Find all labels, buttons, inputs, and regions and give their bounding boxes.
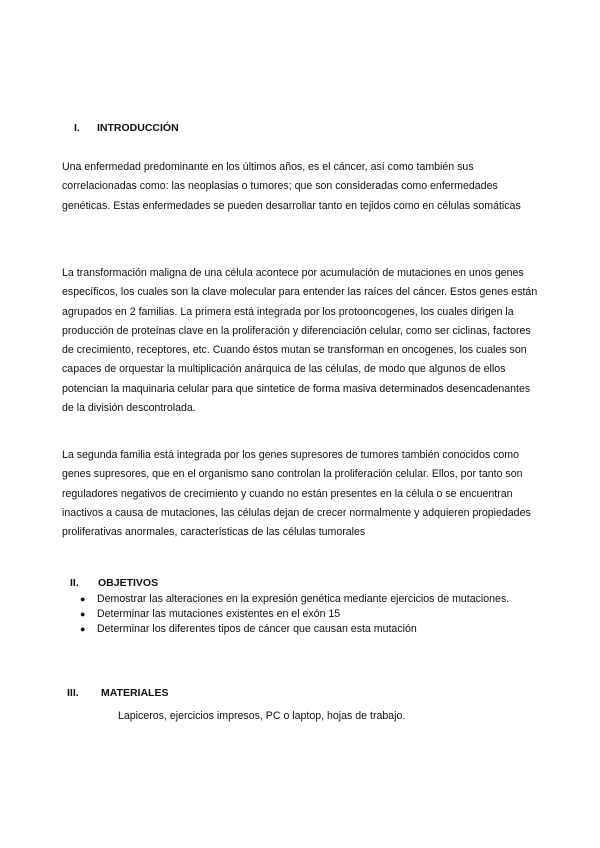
objective-text: Determinar los diferentes tipos de cáncer que causan esta mutación — [97, 623, 417, 635]
section-heading-materiales — [67, 687, 169, 699]
objectives-list — [80, 592, 509, 637]
bullet-dot-icon: ● — [80, 609, 86, 619]
intro-paragraph-2: La transformación maligna de una célula acontece por acumulación de mutaciones en unos genes específicos, los cuales son la clave molecular para entender las raíces del cáncer. Estos genes están agrupados en 2 familias. La primera está integrada por los protooncogenes, los cuales dirigen la producción de proteínas clave en la proliferación y diferenciación celular, como ser ciclinas, factores de crecimiento, receptores, etc. Cuando éstos mutan se transforman en oncogenes, los cuales son capaces de orquestar la multiplicación anárquica de las células, de modo que algunos de ellos potencian la maquinaria celular para que sintetice de forma masiva determinados desencadenantes de la división descontrolada. — [62, 267, 538, 415]
intro-paragraph-1: Una enfermedad predominante en los últimos años, es el cáncer, así como también sus correlacionadas como: las neoplasias o tumores; que son consideradas como enfermedades genéticas. Estas enfermedades se pueden desarrollar tanto en tejidos como en células somáticas — [62, 161, 521, 212]
materials-text: Lapiceros, ejercicios impresos, PC o laptop, hojas de trabajo. — [118, 710, 406, 722]
intro-paragraph-3: La segunda familia está integrada por los genes supresores de tumores también conocidos como genes supresores, que en el organismo sano controlan la proliferación celular. Ellos, por tanto son reguladores negativos de crecimiento y cuando no están presentes en la célula o se encuentran inactivos a causa de mutaciones, las células dejan de crecer normalmente y adquieren propiedades proliferativas anormales, características de las células tumorales — [62, 449, 531, 539]
section-title: OBJETIVOS — [98, 577, 159, 589]
list-item — [80, 607, 509, 622]
section-title: MATERIALES — [101, 687, 169, 699]
bullet-dot-icon: ● — [80, 624, 86, 634]
section-number: II. — [70, 577, 79, 589]
section-title: INTRODUCCIÓN — [97, 122, 179, 134]
section-heading-objetivos — [70, 577, 159, 589]
section-number: III. — [67, 687, 79, 699]
objective-text: Determinar las mutaciones existentes en el exón 15 — [97, 608, 341, 620]
section-heading-introduccion — [74, 122, 179, 134]
objective-text: Demostrar las alteraciones en la expresión genética mediante ejercicios de mutaciones. — [97, 593, 510, 605]
list-item — [80, 622, 509, 637]
list-item — [80, 592, 509, 607]
section-number: I. — [74, 122, 80, 134]
bullet-dot-icon: ● — [80, 594, 86, 604]
